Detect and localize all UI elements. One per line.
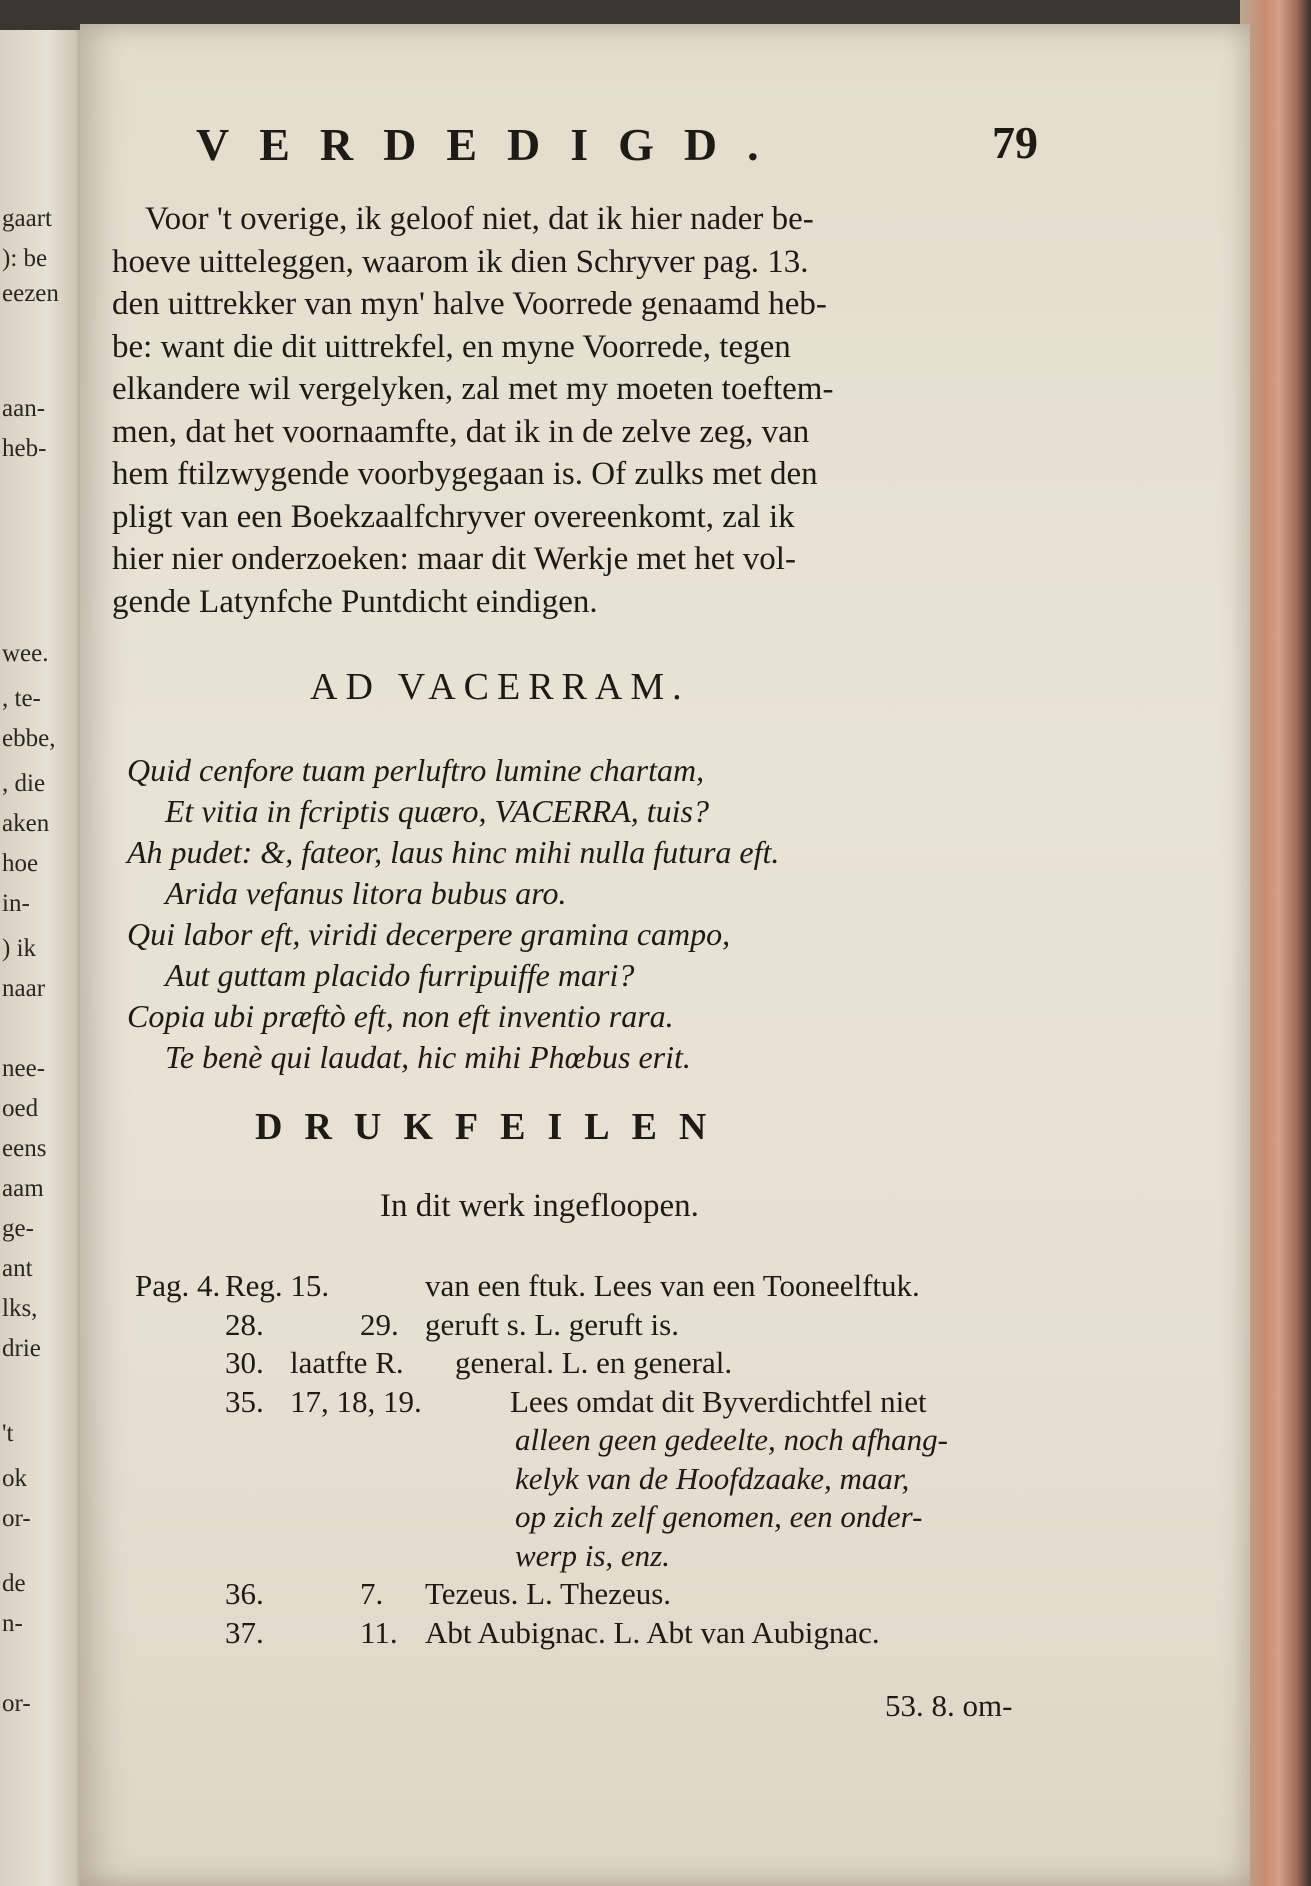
poem-line: Arida vefanus litora bubus aro. bbox=[165, 875, 567, 911]
errata-text: alleen geen gedeelte, noch afhang- bbox=[515, 1422, 948, 1457]
left-page-fragment: wee. bbox=[2, 640, 49, 667]
left-page-fragment: lks, bbox=[2, 1295, 38, 1322]
errata-line: 7. bbox=[360, 1576, 384, 1611]
left-page-fragment: n- bbox=[2, 1610, 23, 1637]
left-page-fragment: 't bbox=[2, 1420, 14, 1447]
left-page-fragment: ) ik bbox=[2, 935, 37, 962]
left-page-fragment: aken bbox=[2, 810, 50, 837]
poem-line: Aut guttam placido furripuiffe mari? bbox=[165, 957, 635, 993]
paragraph-line: gende Latynfche Puntdicht eindigen. bbox=[112, 583, 598, 620]
errata-title: DRUKFEILEN bbox=[255, 1106, 729, 1148]
poem-title: AD VACERRAM. bbox=[310, 666, 690, 708]
left-page-fragment: heb- bbox=[2, 435, 47, 462]
errata-text: general. L. en general. bbox=[455, 1345, 733, 1380]
errata-text: van een ftuk. Lees van een Tooneelftuk. bbox=[425, 1268, 920, 1303]
left-page-fragment: ): be bbox=[2, 245, 48, 272]
left-page-fragment: eezen bbox=[2, 280, 59, 307]
left-page-fragment: aan- bbox=[2, 395, 46, 422]
errata-page: 30. bbox=[225, 1345, 264, 1380]
paragraph-line: Voor 't overige, ik geloof niet, dat ik hier nader be- bbox=[145, 201, 814, 237]
left-page-fragment: hoe bbox=[2, 850, 39, 877]
paragraph-line: men, dat het voornaamfte, dat ik in de zelve zeg, van bbox=[112, 413, 810, 450]
paragraph-line: pligt van een Boekzaalfchryver overeenkomt, zal ik bbox=[112, 498, 795, 535]
errata-page: Pag. 4. bbox=[135, 1268, 221, 1303]
left-page-fragment: ebbe, bbox=[2, 725, 56, 752]
left-page-fragment: , die bbox=[2, 770, 46, 797]
errata-text: Abt Aubignac. L. Abt van Aubignac. bbox=[425, 1614, 880, 1650]
errata-page: 28. bbox=[225, 1306, 264, 1342]
errata-page: 36. bbox=[225, 1576, 264, 1611]
page-number: 79 bbox=[992, 117, 1038, 168]
catchword: 53. 8. om- bbox=[885, 1688, 1013, 1723]
left-page-fragment: nee- bbox=[2, 1055, 46, 1082]
paragraph-line: hier nier onderzoeken: maar dit Werkje met het vol- bbox=[112, 541, 796, 577]
errata-line: 11. bbox=[360, 1614, 398, 1650]
errata-text: op zich zelf genomen, een onder- bbox=[515, 1499, 923, 1534]
poem-line: Qui labor eft, viridi decerpere gramina campo, bbox=[127, 916, 731, 952]
errata-line: laatfte R. bbox=[290, 1345, 404, 1380]
left-page-fragment: gaart bbox=[2, 205, 52, 232]
errata-line: 29. bbox=[360, 1306, 399, 1342]
errata-text: Lees omdat dit Byverdichtfel niet bbox=[510, 1383, 927, 1419]
errata-line: Reg. 15. bbox=[225, 1268, 330, 1303]
paragraph-line: hem ftilzwygende voorbygegaan is. Of zulks met den bbox=[112, 456, 818, 492]
errata-page: 37. bbox=[225, 1614, 264, 1650]
running-header: VERDEDIGD. bbox=[196, 119, 789, 170]
left-page-fragment: or- bbox=[2, 1690, 31, 1717]
left-page-fragment: eens bbox=[2, 1135, 47, 1162]
left-page-fragment: naar bbox=[2, 975, 46, 1002]
errata-subtitle: In dit werk ingefloopen. bbox=[380, 1188, 699, 1224]
poem-line: Te benè qui laudat, hic mihi Phœbus erit. bbox=[165, 1039, 691, 1075]
errata-text: geruft s. L. geruft is. bbox=[425, 1306, 679, 1342]
left-page-fragment: or- bbox=[2, 1505, 31, 1532]
poem-line: Copia ubi præftò eft, non eft inventio rara. bbox=[127, 998, 674, 1034]
errata-text: werp is, enz. bbox=[515, 1537, 670, 1573]
left-page-fragment: ge- bbox=[2, 1215, 34, 1242]
errata-line: 17, 18, 19. bbox=[290, 1383, 422, 1419]
left-page-margin bbox=[0, 30, 88, 1886]
errata-page: 35. bbox=[225, 1383, 264, 1419]
poem-line: Ah pudet: &, fateor, laus hinc mihi nulla futura eft. bbox=[127, 834, 780, 870]
left-page-fragment: oed bbox=[2, 1095, 39, 1122]
errata-text: Tezeus. L. Thezeus. bbox=[425, 1576, 672, 1611]
poem-line: Quid cenfore tuam perluftro lumine chartam, bbox=[127, 752, 705, 788]
left-page-fragment: ant bbox=[2, 1255, 33, 1282]
left-page-fragment: de bbox=[2, 1570, 26, 1597]
errata-text: kelyk van de Hoofdzaake, maar, bbox=[515, 1460, 910, 1496]
left-page-fragment: drie bbox=[2, 1335, 41, 1362]
paragraph-line: elkandere wil vergelyken, zal met my moeten toeftem- bbox=[112, 371, 834, 407]
paragraph-line: den uittrekker van myn' halve Voorrede genaamd heb- bbox=[112, 286, 827, 322]
left-page-fragment: ok bbox=[2, 1465, 27, 1492]
book-edge bbox=[1240, 0, 1311, 1886]
paragraph-line: hoeve uitteleggen, waarom ik dien Schryver pag. 13. bbox=[112, 243, 809, 280]
paragraph-line: be: want die dit uittrekfel, en myne Voorrede, tegen bbox=[112, 328, 791, 365]
left-page-fragment: in- bbox=[2, 890, 30, 917]
left-page-fragment: , te- bbox=[2, 685, 41, 712]
left-page-fragment: aam bbox=[2, 1175, 44, 1202]
poem-line: Et vitia in fcriptis quæro, VACERRA, tuis? bbox=[165, 793, 709, 829]
